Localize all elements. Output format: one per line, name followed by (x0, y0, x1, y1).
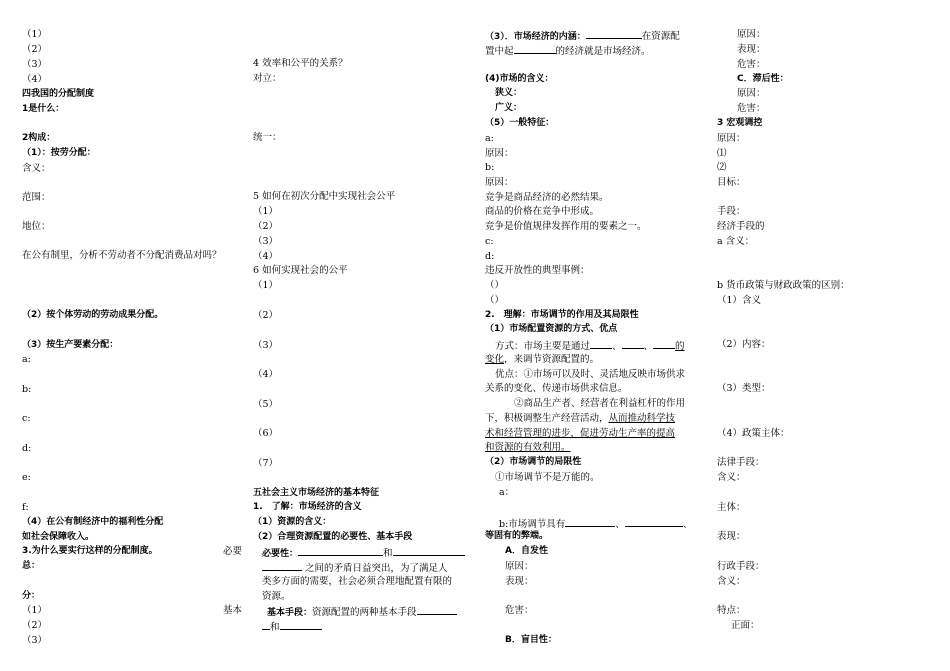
label: 统一： (253, 132, 282, 143)
paragraph-text: 商品的价格在竞争中形成。 (485, 206, 600, 217)
list-item: e: (22, 472, 31, 483)
fill-blank[interactable] (280, 619, 322, 630)
label: 狭义： (495, 88, 523, 98)
paragraph-text: 下，积极调整生产经营活动， (485, 413, 609, 424)
paragraph-text: b:市场调节具有 (499, 519, 566, 530)
label: 原因： (485, 148, 514, 159)
list-item: （4）政策主体： (717, 428, 790, 439)
list-item: a： (499, 487, 515, 498)
label: 、 (682, 519, 693, 530)
underlined-text: 和资源的有效利用。 (485, 442, 571, 453)
label: 和 (383, 548, 393, 559)
label: 基本 (223, 605, 243, 616)
label: 原因： (485, 177, 514, 188)
label: 含义： (717, 576, 746, 587)
text-line (485, 412, 675, 425)
paragraph-text: 类多方面的需要，社会必须合理地配置有限的 (262, 576, 453, 587)
text-line (499, 516, 692, 531)
label: 目标： (717, 177, 746, 188)
subheading: 如社会保障收入。 (22, 532, 95, 542)
necessity-line (262, 545, 465, 561)
paragraph-text: 竞争是价值规律发挥作用的要素之一。 (485, 221, 647, 232)
label: 必要性： (262, 549, 299, 559)
list-item: c: (485, 236, 494, 247)
list-item: （2） (253, 221, 279, 232)
paragraph-text: 在资源配 (641, 31, 680, 42)
question: 5 如何在初次分配中实现社会公平 (253, 191, 396, 202)
question: 4 效率和公平的关系？ (253, 58, 348, 69)
paragraph-text: 等固有的弊端。 (485, 531, 549, 541)
text-line (262, 560, 448, 575)
label: b 货币政策与财政政策的区别： (717, 280, 850, 291)
question: 在公有制里，分析不劳动者不分配消费品对吗？ (22, 250, 222, 261)
label: 原因： (737, 88, 766, 99)
list-item: （4） (253, 251, 279, 262)
subheading: A．自发性 (505, 546, 548, 556)
subheading: （4）在公有制经济中的福利性分配 (22, 517, 164, 527)
paragraph-text: 关系的变化、传递市场供求信息。 (485, 383, 628, 394)
label: 违反开放性的典型事例： (485, 265, 590, 276)
label: 危害： (737, 59, 766, 70)
subheading: （5）一般特征： (485, 118, 555, 128)
fill-blank[interactable] (298, 545, 383, 556)
subheading: （1）：按劳分配： (22, 148, 96, 158)
list-item: （） (485, 295, 505, 306)
paragraph-text: 资源。 (262, 591, 291, 602)
label: 原因： (737, 29, 766, 40)
label: 危害： (737, 103, 766, 114)
list-item: （1） (253, 206, 279, 217)
question: 2构成： (22, 133, 56, 143)
subheading: 1. 了解：市场经济的含义 (253, 502, 362, 512)
question: 3.为什么要实行这样的分配制度。 (22, 546, 158, 556)
fill-blank[interactable] (417, 604, 457, 615)
label: 分： (22, 591, 41, 601)
question: 1是什么： (22, 104, 65, 114)
fill-blank[interactable] (590, 338, 612, 349)
list-item: （1） (22, 605, 48, 616)
fill-blank[interactable] (586, 28, 642, 39)
section-heading: 四我国的分配制度 (22, 89, 95, 99)
label: 的 (675, 341, 685, 352)
list-item: c: (22, 413, 31, 424)
section-heading: 3 宏观调控 (717, 118, 763, 128)
text-line (262, 619, 322, 634)
question: 6 如何实现社会的公平 (253, 265, 348, 276)
label: 特点： (717, 605, 746, 616)
underlined-text: 术和经营管理的进步，促进劳动生产率的提高 (485, 428, 676, 439)
label: 必要 (223, 546, 243, 557)
subheading: (4)市场的含义： (485, 74, 554, 84)
label: 含义： (717, 472, 746, 483)
label: 含义： (22, 163, 51, 174)
subheading: （1）市场配置资源的方式、优点 (485, 324, 618, 334)
subheading: （2）市场调节的局限性 (485, 457, 582, 467)
paragraph-text: ②商品生产者、经营者在利益杠杆的作用 (514, 398, 686, 409)
label: 原因： (505, 561, 534, 572)
label: 原因： (717, 133, 746, 144)
list-item: （7） (253, 458, 279, 469)
label: 表现： (717, 531, 746, 542)
paragraph-text: 置中起 (485, 46, 514, 57)
label: 主体： (717, 502, 746, 513)
label: 法律手段： (717, 457, 765, 468)
list-item: （2）内容： (717, 339, 771, 350)
label: 表现： (737, 44, 766, 55)
label: 手段： (717, 206, 746, 217)
label: 、 (612, 341, 622, 352)
list-item: （4） (22, 74, 48, 85)
list-item: （） (485, 280, 505, 291)
label: 基本手段： (267, 608, 313, 618)
list-item: （2） (253, 310, 279, 321)
subheading: （3）．市场经济的内涵： (485, 32, 586, 42)
fill-blank[interactable] (625, 516, 683, 527)
list-item: d: (485, 251, 495, 262)
list-item: （1）含义 (717, 295, 762, 306)
label: 正面： (731, 620, 760, 631)
list-item: ⑵ (717, 162, 727, 173)
paragraph-text: 方式：市场主要是通过 (495, 341, 591, 352)
paragraph-text: 竞争是商品经济的必然结果。 (485, 192, 609, 203)
subheading: （2）合理资源配置的必要性、基本手段 (253, 532, 413, 542)
subheading: B．盲目性： (505, 635, 557, 645)
label: 、 (643, 341, 654, 352)
label: 危害： (505, 605, 534, 616)
list-item: （2） (22, 44, 48, 55)
list-item: b: (22, 384, 32, 395)
label: 地位： (22, 221, 51, 232)
label: 广义： (495, 103, 523, 113)
list-item: （1） (22, 29, 48, 40)
label: 范围： (22, 192, 51, 203)
text-line (495, 338, 685, 353)
paragraph-text: ，来调节资源配置的。 (504, 354, 600, 365)
list-item: ⑴ (717, 148, 727, 159)
list-item: d: (22, 443, 32, 454)
fill-blank[interactable] (514, 43, 556, 54)
list-item: （2） (22, 620, 48, 631)
subheading: （3）按生产要素分配： (22, 340, 119, 350)
basic-means-line (267, 604, 457, 620)
paragraph-text: 资源配置的两种基本手段 (312, 607, 417, 618)
underlined-text: 从而推动科学技 (608, 413, 676, 424)
paragraph-text: ①市场调节不是万能的。 (495, 472, 600, 483)
label: a 含义： (717, 236, 755, 247)
fill-blank[interactable] (622, 338, 644, 349)
text-line (485, 28, 680, 44)
list-item: （3） (253, 236, 279, 247)
text-line (485, 353, 599, 366)
label: 经济手段的 (717, 221, 765, 232)
subheading: （2）按个体劳动的劳动成果分配。 (22, 310, 164, 320)
label: 行政手段： (717, 561, 765, 572)
fill-blank[interactable] (262, 619, 270, 630)
list-item: （5） (253, 399, 279, 410)
fill-blank[interactable] (565, 516, 615, 527)
label: 对立： (253, 73, 282, 84)
underlined-text: 变化 (485, 354, 505, 365)
label: 和 (270, 622, 280, 633)
list-item: a: (485, 133, 494, 144)
label: 表现： (505, 576, 534, 587)
list-item: （3） (253, 340, 279, 351)
list-item: （3） (22, 635, 48, 646)
fill-blank[interactable] (653, 338, 675, 349)
list-item: f: (22, 502, 29, 513)
list-item: a: (22, 354, 31, 365)
label: 、 (615, 519, 625, 530)
list-item: b: (485, 162, 495, 173)
section-heading: 2. 理解：市场调节的作用及其局限性 (485, 310, 639, 320)
fill-blank[interactable] (393, 545, 465, 556)
label: 总： (22, 561, 41, 571)
list-item: （3）类型： (717, 383, 771, 394)
text-line (485, 43, 651, 58)
list-item: （4） (253, 369, 279, 380)
paragraph-text: 优点：①市场可以及时、灵活地反映市场供求 (495, 369, 686, 380)
subheading: （1）资源的含义： (253, 517, 332, 527)
paragraph-text: 的经济就是市场经济。 (555, 46, 651, 57)
fill-blank[interactable] (262, 560, 302, 571)
list-item: （3） (22, 59, 48, 70)
list-item: （6） (253, 428, 279, 439)
subheading: C．滞后性： (737, 74, 789, 84)
list-item: （1） (253, 280, 279, 291)
section-heading: 五社会主义市场经济的基本特征 (253, 488, 380, 498)
paragraph-text: 之间的矛盾日益突出，为了满足人 (305, 563, 448, 574)
